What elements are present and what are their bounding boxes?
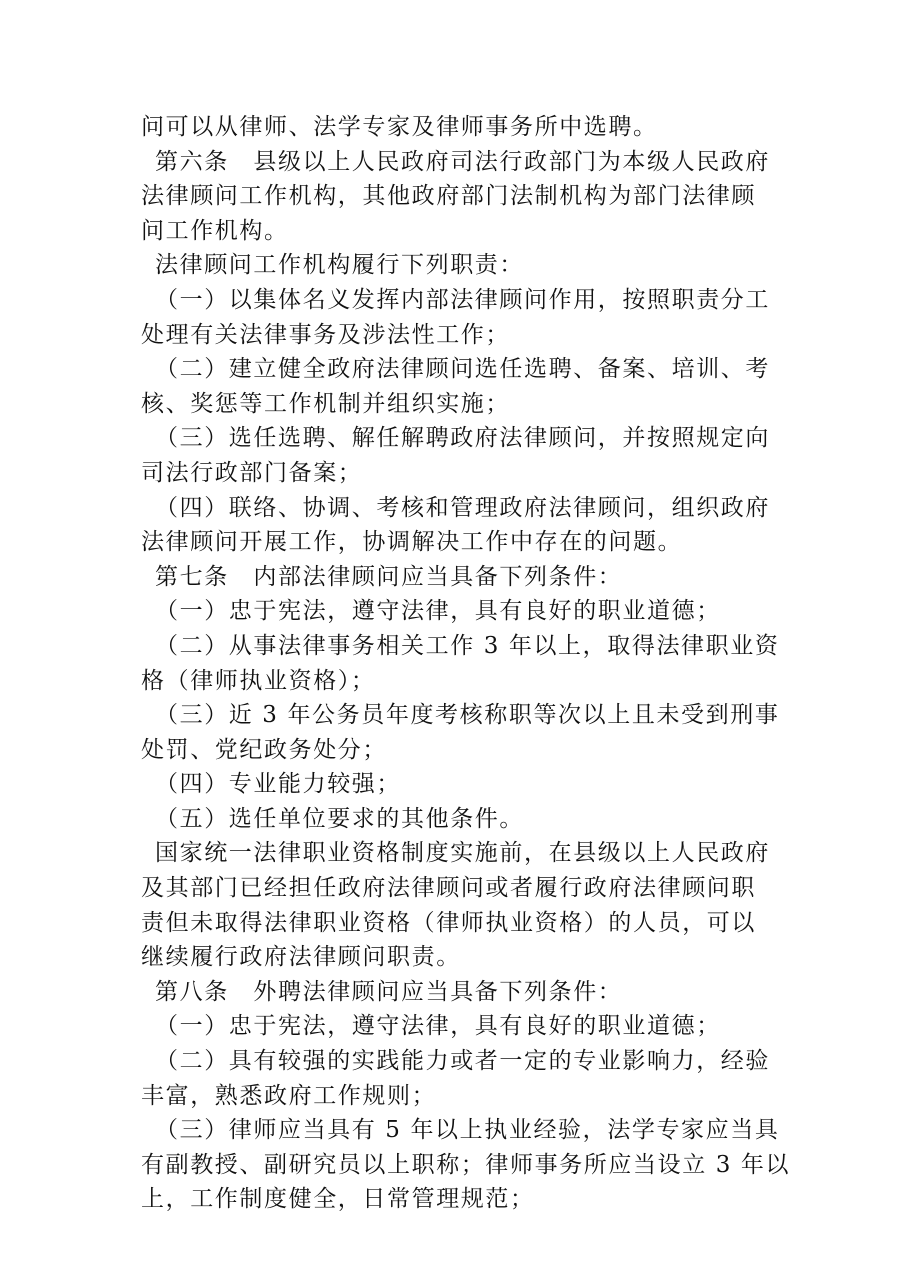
document-line: 责但未取得法律职业资格（律师执业资格）的人员，可以 — [141, 909, 756, 936]
document-line: 格（律师执业资格）； — [141, 667, 376, 694]
document-line: 国家统一法律职业资格制度实施前，在县级以上人民政府 — [155, 840, 770, 867]
document-line: 处罚、党纪政务处分； — [141, 736, 387, 763]
document-line: （三）选任选聘、解任解聘政府法律顾问，并按照规定向 — [155, 425, 770, 452]
document-line: （一）忠于宪法，遵守法律，具有良好的职业道德； — [155, 1013, 721, 1040]
document-line: 司法行政部门备案； — [141, 459, 363, 486]
document-line: （四）联络、协调、考核和管理政府法律顾问，组织政府 — [155, 494, 770, 521]
document-line: （三）近 3 年公务员年度考核称职等次以上且未受到刑事 — [155, 702, 780, 729]
document-line: 法律顾问开展工作，协调解决工作中存在的问题。 — [141, 529, 683, 556]
document-line: 继续履行政府法律顾问职责。 — [141, 944, 461, 971]
document-line: （三）律师应当具有 5 年以上执业经验，法学专家应当具 — [155, 1117, 780, 1144]
document-line: 处理有关法律事务及涉法性工作； — [141, 321, 510, 348]
document-line: 问工作机构。 — [141, 217, 289, 244]
document-line: （二）从事法律事务相关工作 3 年以上，取得法律职业资 — [155, 632, 780, 659]
document-line: 丰富，熟悉政府工作规则； — [141, 1082, 437, 1109]
document-line: 第八条 外聘法律顾问应当具备下列条件： — [155, 978, 623, 1005]
document-line: 第六条 县级以上人民政府司法行政部门为本级人民政府 — [155, 148, 770, 175]
document-line: 及其部门已经担任政府法律顾问或者履行政府法律顾问职 — [141, 875, 756, 902]
document-line: （二）具有较强的实践能力或者一定的专业影响力，经验 — [155, 1048, 770, 1075]
document-line: （四）专业能力较强； — [155, 771, 401, 798]
document-line: 法律顾问工作机构履行下列职责： — [155, 252, 524, 279]
document-line: 核、奖惩等工作机制并组织实施； — [141, 390, 510, 417]
document-line: 上，工作制度健全，日常管理规范； — [141, 1186, 535, 1213]
document-line: （五）选任单位要求的其他条件。 — [155, 805, 524, 832]
document-line: 有副教授、副研究员以上职称；律师事务所应当设立 3 年以 — [141, 1151, 791, 1178]
document-line: （一）以集体名义发挥内部法律顾问作用，按照职责分工 — [155, 286, 770, 313]
document-line: （一）忠于宪法，遵守法律，具有良好的职业道德； — [155, 598, 721, 625]
document-body — [141, 110, 791, 1217]
document-line: 第七条 内部法律顾问应当具备下列条件： — [155, 563, 623, 590]
document-line: 问可以从律师、法学专家及律师事务所中选聘。 — [141, 114, 658, 140]
document-line: （二）建立健全政府法律顾问选任选聘、备案、培训、考 — [155, 356, 770, 383]
document-line: 法律顾问工作机构，其他政府部门法制机构为部门法律顾 — [141, 183, 756, 210]
